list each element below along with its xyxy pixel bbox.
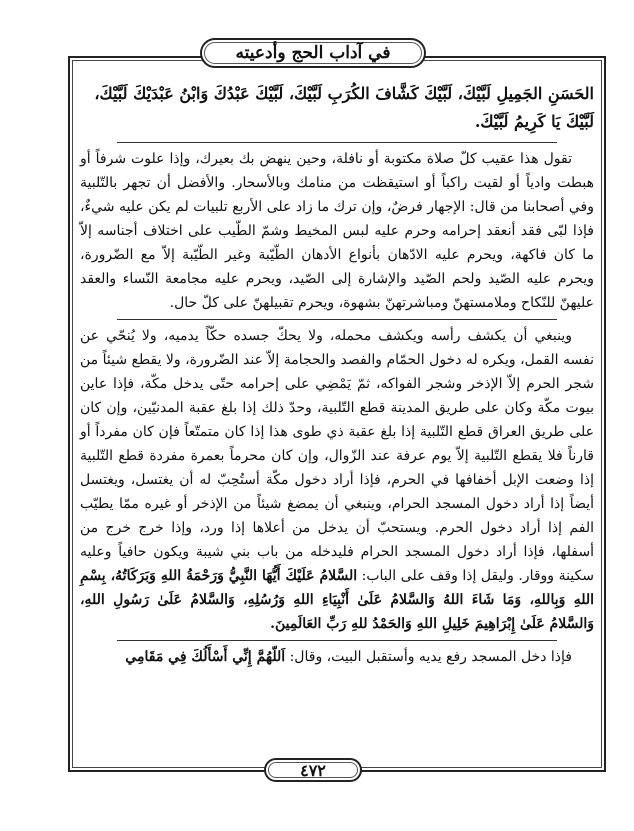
page-number: ٤٧٢ — [300, 760, 326, 780]
chapter-title: في آداب الحج وأدعيته — [235, 43, 391, 63]
paragraph-entering-mosque-text: فإذا دخل المسجد رفع يديه وأستقبل البيت، وقال: — [289, 649, 572, 665]
talbiya-line-2: لَبَّيْكَ يَا كَرِيمُ لَبَّيْكَ. — [474, 112, 594, 131]
talbiya-supplication — [80, 80, 594, 136]
talbiya-line-1: الحَسَنِ الجَمِيلِ لَبَّيْكَ، لَبَّيْكَ كَشَّافَ الكُرَبِ لَبَّيْكَ، لَبَّيْكَ عَبْدُكَ وَابْنُ عَبْدَيْكَ لَبَّيْكَ، — [94, 84, 594, 103]
page-content — [80, 80, 594, 669]
mosque-supplication: اَللّهُمَّ إِنِّي أَسْأَلُكَ فِي مَقَامِي — [125, 649, 286, 665]
section-divider — [117, 319, 557, 320]
greeting-supplication: السَّلامُ عَلَيْكَ أَيُّهَا النَّبِيُّ وَرَحْمَةُ اللهِ وَبَرَكَاتُهُ، بِسْمِ اللهِ وَبِاللهِ، وَمَا شَاءَ اللهُ وَالسَّلامُ عَلَىٰ أَنْبِيَاءِ اللهِ وَرُسُلِهِ، وَالسَّلامُ عَلَىٰ رَسُولِ اللهِ، وَالسَّلامُ عَلَىٰ إِبْرَاهِيمَ خَلِيلِ اللهِ وَالحَمْدُ للهِ رَبِّ العَالَمِينَ. — [80, 568, 594, 632]
paragraph-entering-mecca — [80, 324, 594, 636]
section-divider — [117, 142, 557, 143]
paragraph-entering-mecca-text: وينبغي أن يكشف رأسه ويكشف محمله، ولا يحكّ جسده حكّاً يدميه، ولا يُنحّي عن نفسه القمل، ويكره له دخول الحمّام والفصد والحجامة إلاّ عند الضّرورة، ولا يقطع شيئاً من شجر الحرم إلاّ الإذخر وشجر الفواكه، ثمّ يَمْضِي على إحرامه حتّى يدخل مكّة، فإذا عاين بيوت مكّة وكان على طريق المدينة قطع التّلبية، وحدّ ذلك إذا بلغ عقبة المدنيّين، وإن كان على طريق العراق قطع التّلبية إذا بلغ عقبة ذي طوى هذا إذا كان متمتّعاً فإن كان مفرداً أو قارناً فلا يقطع التّلبية إلاّ يوم عرفة عند الزّوال، وإن كان محرماً بعمرة مفردة قطع التّلبية إذا وضعت الإبل أخفافها في الحرم، فإذا أراد دخول مكّة أستُحِبّ له أن يغتسل، ويغتسل أيضاً إذا أراد دخول المسجد الحرام، وينبغي أن يمضغ شيئاً من الإذخر أو غيره ممّا يطيّب الفم إذا أراد دخول الحرم. ويستحبّ أن يدخل من أعلاها إذا ورد، وإذا خرج خرج من أسفلها، فإذا أراد دخول المسجد الحرام فليدخله من باب بني شيبة ويكون حافياً وعليه سكينة ووقار. وليقل إذا وقف على الباب: — [80, 328, 594, 584]
chapter-title-banner — [200, 38, 426, 68]
section-divider — [117, 640, 557, 641]
paragraph-entering-mosque — [80, 645, 594, 669]
paragraph-ihram-rules: تقول هذا عقيب كلّ صلاة مكتوبة أو نافلة، وحين ينهض بك بعيرك، وإذا علوت شرفاً أو هبطت وادياً أو لقيت راكباً أو استيقظت من منامك وبالأسحار. والأفضل أن تجهر بالتّلبية وفي أصحابنا من قال: الإجهار فرضٌ، وإن ترك ما زاد على الأربع تلبيات لم يكن عليه شيءٌ، فإذا لبّى فقد أنعقد إحرامه وحرم عليه لبس المخيط وشمّ الطّيب على اختلاف أجناسه إلاّ ما كان فاكهة، ويحرم عليه الادّهان بأنواع الأدهان الطّيّبة وغير الطّيّبة إلاّ مع الضّرورة، ويحرم عليه الصّيد ولحم الصّيد والإشارة إلى الصّيد، ويحرم عليه مجامعة النّساء والعقد عليهنّ للنّكاح وملامستهنّ ومباشرتهنّ بشهوة، ويحرم تقبيلهنّ على كلّ حال. — [80, 151, 594, 311]
page-number-banner — [264, 758, 362, 782]
